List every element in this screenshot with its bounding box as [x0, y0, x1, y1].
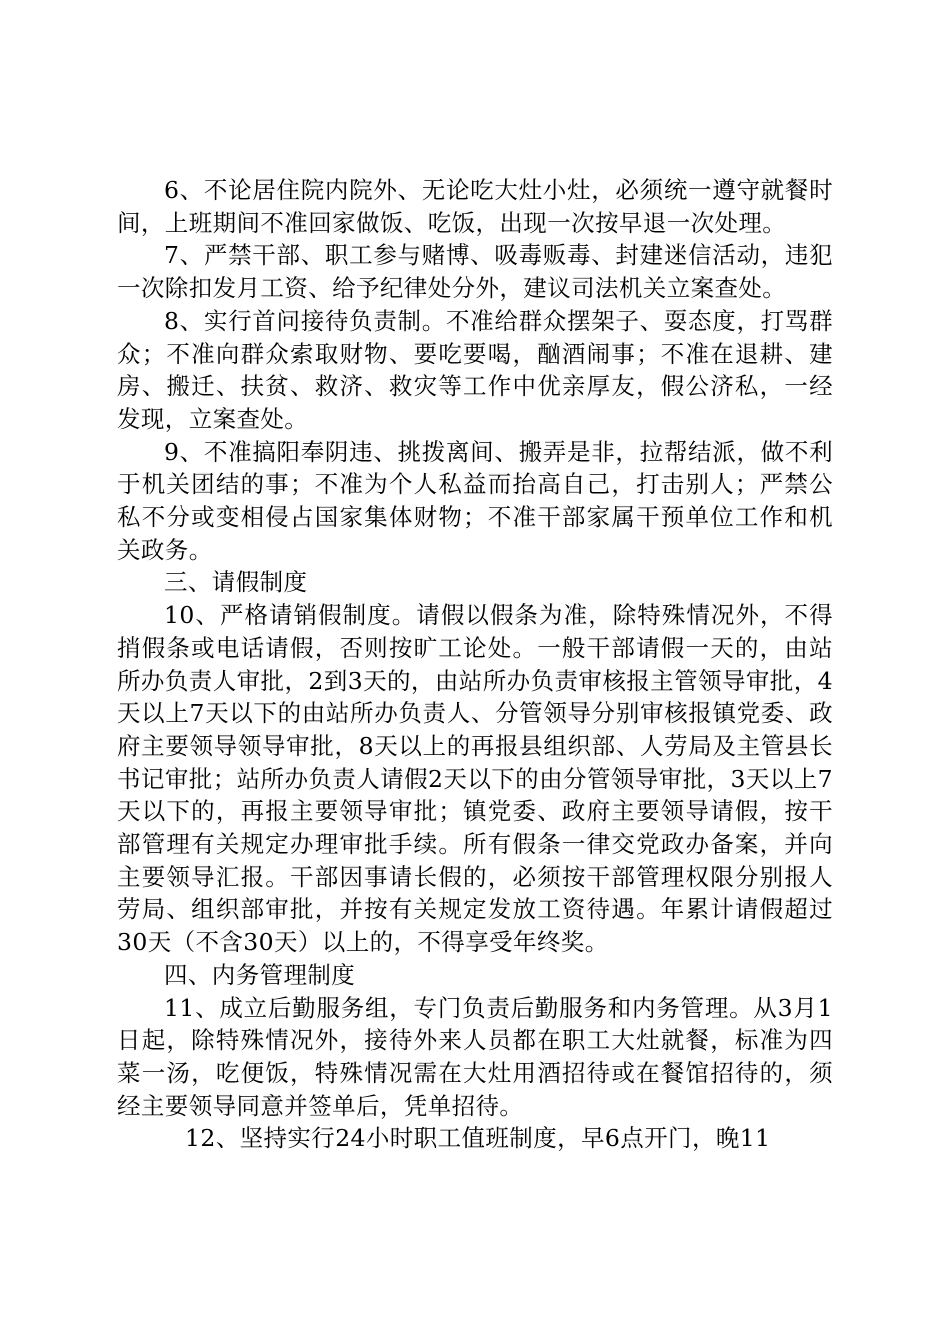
paragraph-8: 8、实行首问接待负责制。不准给群众摆架子、耍态度，打骂群众；不准向群众索取财物、要吃要喝，酗酒闹事；不准在退耕、建房、搬迁、扶贫、救济、救灾等工作中优亲厚友，假公济私，一经发现，立案查处。 — [117, 306, 833, 433]
document-body — [117, 174, 833, 1155]
section-heading-internal: 四、内务管理制度 — [164, 960, 356, 989]
paragraph-6: 6、不论居住院内院外、无论吃大灶小灶，必须统一遵守就餐时间，上班期间不准回家做饭、吃饭，出现一次按早退一次处理。 — [117, 176, 833, 237]
paragraph-12: 12、坚持实行24小时职工值班制度，早6点开门，晚11 — [185, 1124, 771, 1153]
paragraph-10: 10、严格请销假制度。请假以假条为准，除特殊情况外，不得捎假条或电话请假，否则按旷工论处。一般干部请假一天的，由站所办负责人审批，2到3天的，由站所办负责审核报主管领导审批，4天以上7天以下的由站所办负责人、分管领导分别审核报镇党委、政府主要领导领导审批，8天以上的再报县组织部、人劳局及主管县长书记审批；站所办负责人请假2天以下的由分管领导审批，3天以上7天以下的，再报主要领导审批；镇党委、政府主要领导请假，按干部管理有关规定办理审批手续。所有假条一律交党政办备案，并向主要领导汇报。干部因事请长假的，必须按干部管理权限分别报人劳局、组织部审批，并按有关规定发放工资待遇。年累计请假超过30天（不含30天）以上的，不得享受年终奖。 — [117, 601, 833, 957]
paragraph-11: 11、成立后勤服务组，专门负责后勤服务和内务管理。从3月1日起，除特殊情况外，接待外来人员都在职工大灶就餐，标准为四菜一汤，吃便饭，特殊情况需在大灶用酒招待或在餐馆招待的，须经主要领导同意并签单后，凭单招待。 — [117, 993, 833, 1120]
paragraph-7: 7、严禁干部、职工参与赌博、吸毒贩毒、封建迷信活动，违犯一次除扣发月工资、给予纪律处分外，建议司法机关立案查处。 — [117, 241, 833, 303]
paragraph-9: 9、不准搞阳奉阴违、挑拨离间、搬弄是非，拉帮结派，做不利于机关团结的事；不准为个人私益而抬高自己，打击别人；严禁公私不分或变相侵占国家集体财物；不准干部家属干预单位工作和机关政务。 — [117, 437, 833, 564]
section-heading-leave: 三、请假制度 — [164, 568, 308, 597]
